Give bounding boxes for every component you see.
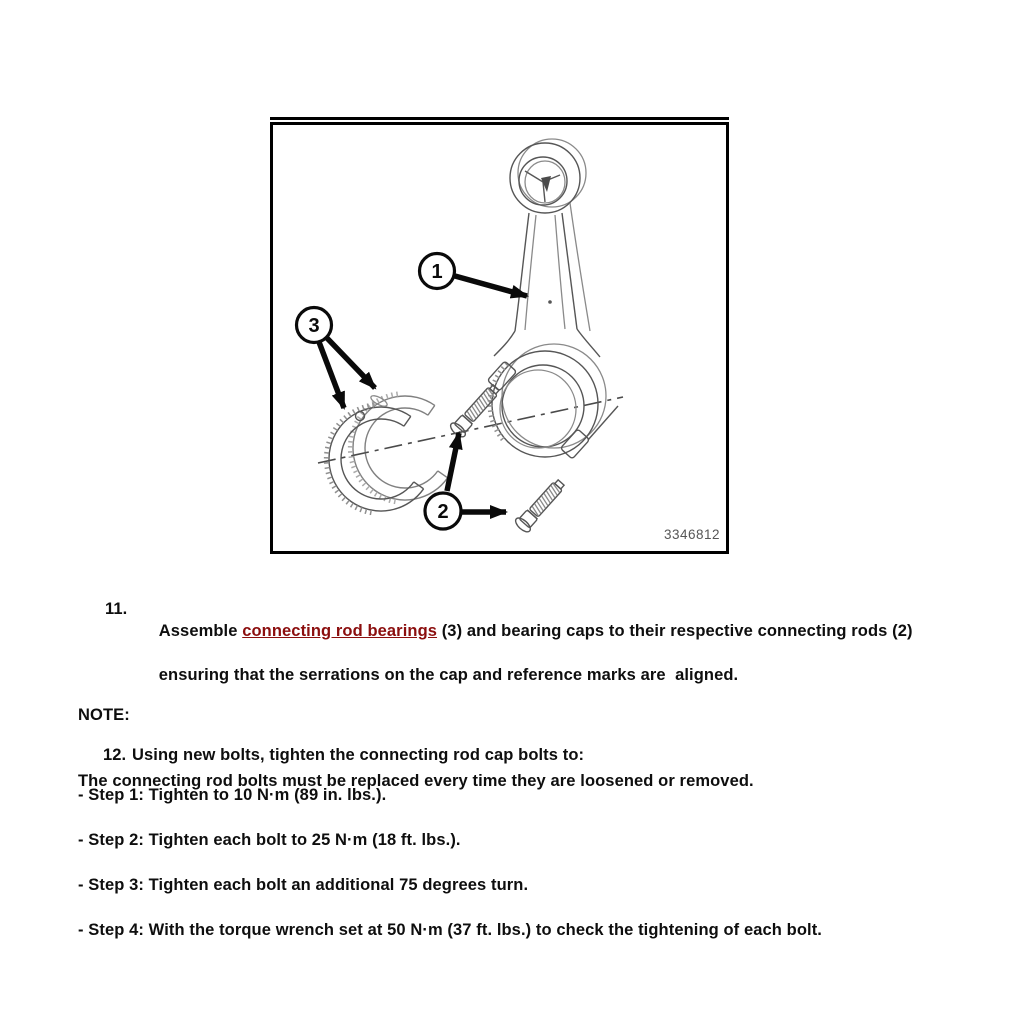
lower-bolt: [513, 477, 568, 535]
callout-2: [425, 433, 506, 529]
figure-frame: [270, 122, 729, 554]
step-12-number: 12.: [103, 746, 127, 764]
torque-step-2: - Step 2: Tighten each bolt to 25 N·m (18 ft. lbs.).: [78, 831, 461, 849]
connecting-rod-bearings-link[interactable]: connecting rod bearings: [242, 622, 438, 640]
torque-step-4: - Step 4: With the torque wrench set at 50 N·m (37 ft. lbs.) to check the tightening of each bolt.: [78, 921, 822, 939]
callout-2-arrow-a: [447, 433, 459, 491]
callout-1-arrow: [455, 276, 527, 296]
figure-number: 3346812: [663, 527, 720, 542]
callout-2-label: 2: [437, 501, 449, 523]
bearing-shells: [326, 394, 447, 513]
big-end: [487, 344, 618, 459]
callout-1: [420, 254, 528, 297]
step-11-line2: ensuring that the serrations on the cap and reference marks are aligned.: [158, 666, 739, 684]
callout-1-label: 1: [431, 261, 443, 283]
callout-3-label: 3: [308, 315, 320, 337]
note-body: The connecting rod bolts must be replaced every time they are loosened or removed.: [78, 772, 754, 790]
step-12: [103, 744, 963, 766]
step-11-after-link: (3) and bearing caps to their respective connecting rods (2): [437, 622, 913, 640]
connecting-rod-diagram: [273, 125, 726, 551]
callout-3: [297, 308, 376, 409]
connecting-rod: [487, 139, 618, 459]
torque-step-3: - Step 3: Tighten each bolt an additional 75 degrees turn.: [78, 876, 529, 894]
small-end: [510, 139, 586, 213]
step-11-number: 11.: [105, 600, 128, 618]
figure-top-rule: [270, 117, 729, 120]
torque-step-1: - Step 1: Tighten to 10 N·m (89 in. lbs.).: [78, 786, 387, 804]
step-11-before-link: Assemble: [158, 622, 243, 640]
figure-panel: [270, 117, 729, 554]
upper-bolt: [448, 382, 503, 440]
step-12-text: Using new bolts, tighten the connecting rod cap bolts to:: [132, 746, 585, 764]
rod-beam: [494, 203, 600, 357]
note-title: NOTE:: [78, 706, 130, 724]
